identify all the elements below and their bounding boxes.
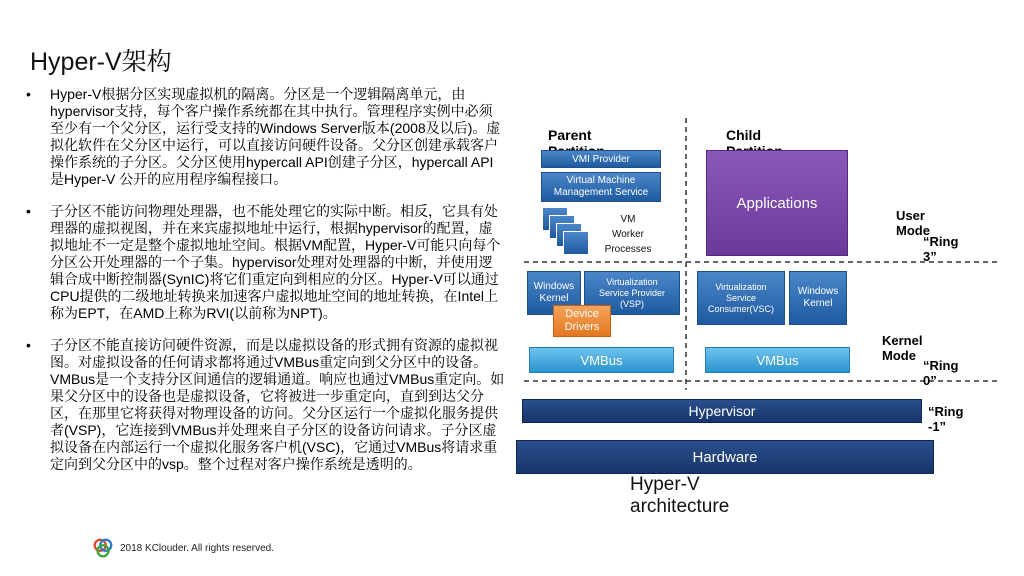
vm-management-service-box bbox=[541, 172, 661, 202]
vsc-box bbox=[697, 271, 785, 325]
footer bbox=[92, 537, 274, 559]
windows-kernel-label: Windows bbox=[797, 286, 839, 297]
bullet-dot: • bbox=[26, 203, 31, 219]
vm-worker-label: Worker bbox=[611, 229, 645, 240]
child-partition-label: Child bbox=[726, 127, 761, 143]
vmbus-child-box bbox=[705, 347, 850, 373]
vm-mgmt-label: Management Service bbox=[553, 187, 649, 198]
vmi-provider-label: VMI Provider bbox=[572, 153, 630, 165]
windows-kernel-child-box bbox=[789, 271, 847, 325]
ring0-label: “Ring 0” bbox=[923, 358, 959, 388]
diagram-caption: Hyper-V architecture bbox=[630, 474, 730, 517]
vmbus-label: VMBus bbox=[756, 352, 799, 368]
applications-label: Applications bbox=[736, 194, 818, 212]
vsc-label: Consumer(VSC) bbox=[707, 303, 774, 314]
vmbus-parent-box bbox=[529, 347, 674, 373]
device-drivers-box bbox=[553, 305, 611, 337]
vsp-label: (VSP) bbox=[619, 298, 644, 309]
hardware-label: Hardware bbox=[692, 448, 758, 466]
bullet-text: Hyper-V根据分区实现虚拟机的隔离。分区是一个逻辑隔离单元，由hypervisor支持，每个客户操作系统都在其中执行。管理程序实例中必须至少有一个父分区，运行受支持的Windows Server版本(2008及以后)。虚拟化软件在父分区中运行，可以直接访问硬件设备。父分区创建承载客户操作系统的子分区。父分区使用hypercall API创建子分区，hypercall API是Hyper-V 公开的应用程序编程接口。 bbox=[50, 86, 501, 187]
slide-title: Hyper-V架构 bbox=[30, 48, 172, 76]
bullet-text: 子分区不能直接访问硬件资源，而是以虚拟设备的形式拥有资源的虚拟视图。对虚拟设备的任何请求都将通过VMBus重定向到父分区中的设备。VMBus是一个支持分区间通信的逻辑通道。响应也通过VMBus重定向。如果父分区中的设备也是虚拟设备，它将被进一步重定向，直到到达父分区，在那里它将获得对物理设备的访问。父分区运行一个虚拟化服务提供者(VSP)，它连接到VMBus并处理来自子分区的设备访问请求。子分区虚拟设备在内部运行一个虚拟化服务客户机(VSC)，它通过VMBus将请求重定向到父分区中的vsp。整个过程对客户操作系统是透明的。 bbox=[50, 337, 505, 472]
bullet-text: 子分区不能访问物理处理器，也不能处理它的实际中断。相反，它具有处理器的虚拟视图，并在来宾虚拟地址中运行，根据hypervisor的配置，虚拟地址不一定是整个虚拟地址空间。根据VM配置，Hyper-V可能只向每个分区公开处理器的一个子集。hypervisor处理对处理器的中断，并使用逻辑合成中断控制器(SynIC)将它们重定向到相应的分区。Hyper-V可以通过CPU提供的二级地址转换来加速客户虚拟地址空间的地址转换，在Intel上称为EPT，在AMD上称为RVI(以前称为NPT)。 bbox=[50, 203, 501, 321]
hypervisor-box bbox=[522, 399, 922, 423]
vsp-label: Service Provider bbox=[598, 287, 666, 298]
windows-kernel-label: Kernel bbox=[539, 293, 569, 304]
bullet-dot: • bbox=[26, 86, 31, 102]
vmbus-label: VMBus bbox=[580, 352, 623, 368]
bullet-dot: • bbox=[26, 337, 31, 353]
hypervisor-label: Hypervisor bbox=[688, 403, 756, 419]
user-mode-label: User Mode bbox=[896, 208, 930, 238]
kernel-mode-label: Kernel Mode bbox=[882, 333, 923, 363]
hardware-box bbox=[516, 440, 934, 474]
copyright-text: 2018 KClouder. All rights reserved. bbox=[120, 542, 274, 554]
vsp-label: Virtualization bbox=[606, 276, 658, 287]
vm-worker-label: Processes bbox=[604, 244, 652, 255]
worker-process-stack bbox=[563, 231, 589, 255]
windows-kernel-label: Windows bbox=[533, 281, 575, 292]
windows-kernel-label: Kernel bbox=[803, 298, 833, 309]
vsc-label: Service bbox=[725, 292, 756, 303]
ring-minus1-label: “Ring -1” bbox=[928, 404, 964, 434]
vm-worker-processes-label bbox=[600, 212, 656, 257]
device-drivers-label: Drivers bbox=[564, 321, 600, 333]
ring3-label: “Ring 3” bbox=[923, 234, 959, 264]
vm-worker-label: VM bbox=[620, 214, 636, 225]
parent-partition-label: Parent bbox=[548, 127, 592, 143]
vmi-provider-box bbox=[541, 150, 661, 168]
vsc-label: Virtualization bbox=[715, 281, 767, 292]
device-drivers-label: Device bbox=[565, 308, 599, 320]
vm-mgmt-label: Virtual Machine bbox=[566, 175, 636, 186]
kclouder-logo-icon bbox=[92, 537, 114, 559]
applications-box bbox=[706, 150, 848, 256]
